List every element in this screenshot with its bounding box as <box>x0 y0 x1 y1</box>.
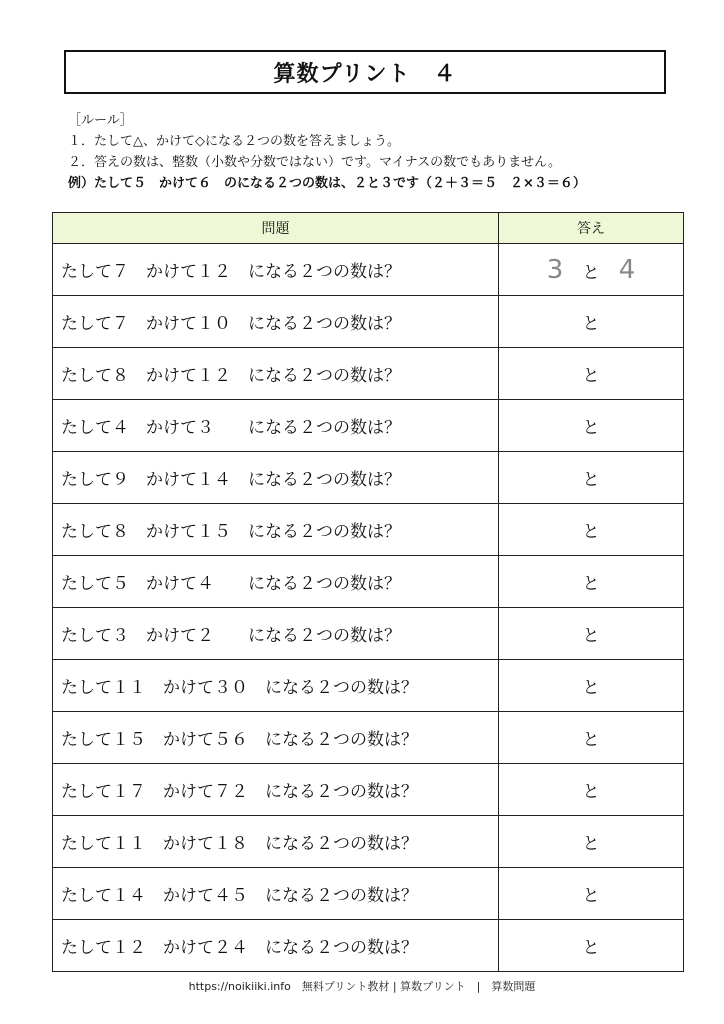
answer-separator: と <box>582 730 600 750</box>
table-row <box>53 348 684 400</box>
question-cell: たして３ かけて２ になる２つの数は？ <box>53 608 499 660</box>
problem-table <box>52 212 684 972</box>
table-row <box>53 816 684 868</box>
question-cell: たして１１ かけて３０ になる２つの数は？ <box>53 660 499 712</box>
rule-2: ２．答えの数は、整数（小数や分数ではない）です。マイナスの数でもありません。 <box>68 155 561 170</box>
answer-separator: と <box>582 938 600 958</box>
question-cell: たして８ かけて１５ になる２つの数は？ <box>53 504 499 556</box>
answer-cell[interactable] <box>499 712 684 764</box>
rules-section <box>68 110 688 194</box>
table-row <box>53 868 684 920</box>
table-row <box>53 608 684 660</box>
table-row <box>53 660 684 712</box>
answer-separator: と <box>582 262 600 283</box>
table-row <box>53 452 684 504</box>
answer-separator: と <box>582 366 600 386</box>
answer-cell[interactable] <box>499 348 684 400</box>
question-cell: たして５ かけて４ になる２つの数は？ <box>53 556 499 608</box>
question-cell: たして１５ かけて５６ になる２つの数は？ <box>53 712 499 764</box>
question-cell: たして１７ かけて７２ になる２つの数は？ <box>53 764 499 816</box>
table-row <box>53 920 684 972</box>
answer-separator: と <box>582 470 600 490</box>
table-row <box>53 764 684 816</box>
answer-cell[interactable] <box>499 452 684 504</box>
table-row <box>53 244 684 296</box>
question-cell: たして１２ かけて２４ になる２つの数は？ <box>53 920 499 972</box>
answer-cell[interactable] <box>499 868 684 920</box>
header-answer: 答え <box>499 213 684 244</box>
answer-cell[interactable] <box>499 504 684 556</box>
footer-credit: https://noikiiki.info 無料プリント教材 | 算数プリント | 算数問題 <box>188 980 536 993</box>
table-row <box>53 712 684 764</box>
answer-cell[interactable] <box>499 244 684 296</box>
rules-header: ［ルール］ <box>68 113 133 128</box>
table-row <box>53 556 684 608</box>
header-question: 問題 <box>53 213 499 244</box>
question-cell: たして９ かけて１４ になる２つの数は？ <box>53 452 499 504</box>
rule-example: 例）たして５ かけて６ のになる２つの数は、２と３です（２＋３＝５ ２×３＝６） <box>68 176 586 191</box>
question-cell: たして７ かけて１２ になる２つの数は？ <box>53 244 499 296</box>
answer-cell[interactable] <box>499 556 684 608</box>
answer-separator: と <box>582 886 600 906</box>
rule-1: １．たして△、かけて◇になる２つの数を答えましょう。 <box>68 134 400 149</box>
answer-separator: と <box>582 678 600 698</box>
answer-cell[interactable] <box>499 296 684 348</box>
table-row <box>53 400 684 452</box>
question-cell: たして７ かけて１０ になる２つの数は？ <box>53 296 499 348</box>
answer-cell[interactable] <box>499 764 684 816</box>
question-cell: たして１４ かけて４５ になる２つの数は？ <box>53 868 499 920</box>
answer-separator: と <box>582 626 600 646</box>
question-cell: たして４ かけて３ になる２つの数は？ <box>53 400 499 452</box>
answer-cell[interactable] <box>499 608 684 660</box>
table-row <box>53 296 684 348</box>
answer-cell[interactable] <box>499 400 684 452</box>
answer-first-number: 3 <box>546 254 564 285</box>
answer-cell[interactable] <box>499 660 684 712</box>
answer-separator: と <box>582 782 600 802</box>
answer-separator: と <box>582 314 600 334</box>
answer-second-number: 4 <box>618 254 636 285</box>
question-cell: たして８ かけて１２ になる２つの数は？ <box>53 348 499 400</box>
answer-cell[interactable] <box>499 816 684 868</box>
table-header-row <box>53 213 684 244</box>
answer-separator: と <box>582 522 600 542</box>
answer-cell[interactable] <box>499 920 684 972</box>
answer-separator: と <box>582 574 600 594</box>
answer-separator: と <box>582 418 600 438</box>
answer-separator: と <box>582 834 600 854</box>
question-cell: たして１１ かけて１８ になる２つの数は？ <box>53 816 499 868</box>
table-row <box>53 504 684 556</box>
page-title: 算数プリント ４ <box>64 50 666 94</box>
